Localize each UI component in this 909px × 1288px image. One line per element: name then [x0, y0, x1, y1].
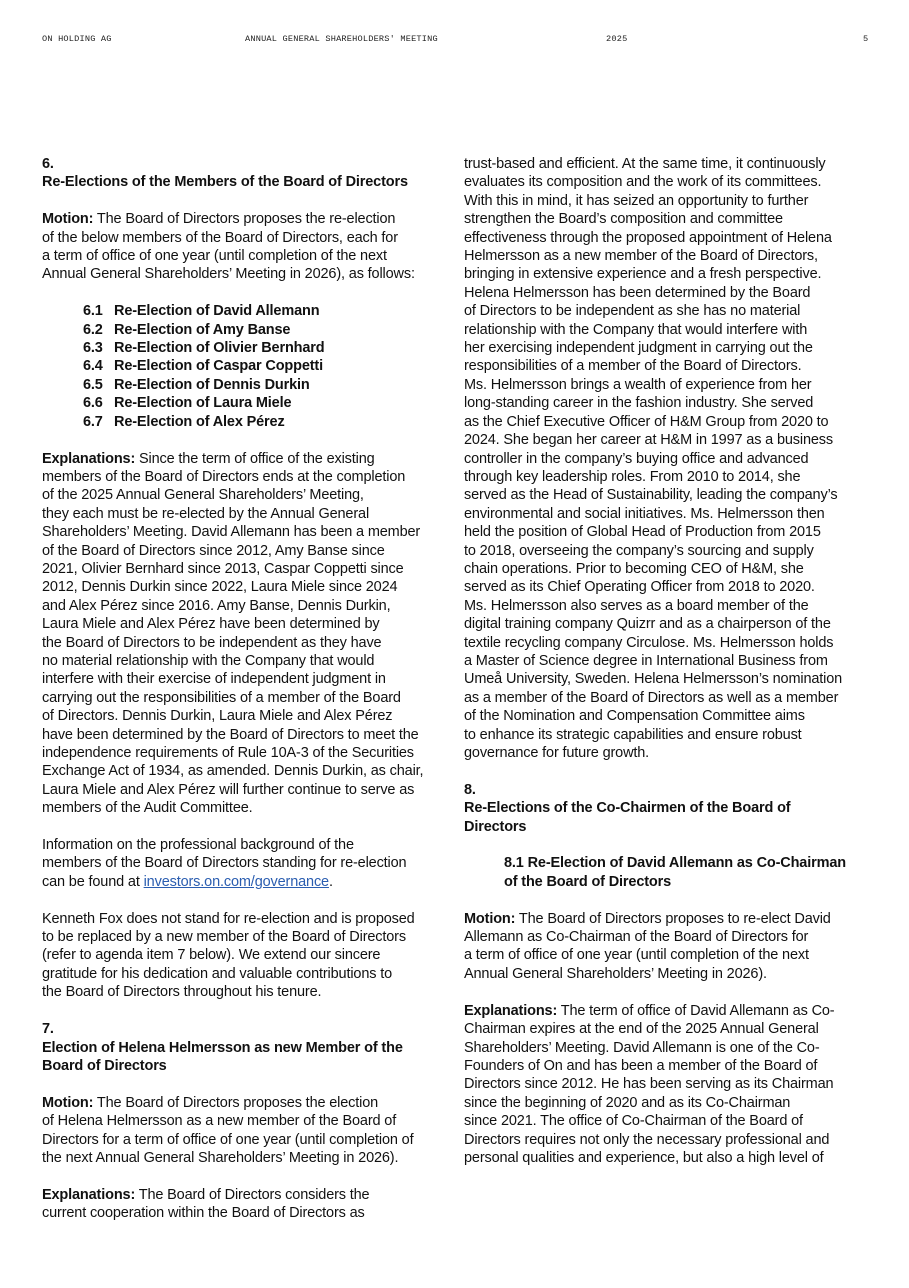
- item-text: Re-Election of Alex Pérez: [114, 413, 285, 430]
- line-text: as the Chief Executive Officer of H&M Group from 2020 to: [464, 413, 829, 430]
- text-line: [464, 468, 884, 486]
- text-line: [42, 983, 452, 1001]
- line-text: Annual General Shareholders’ Meeting in 2026), as follows:: [42, 266, 415, 283]
- paragraph: [42, 836, 452, 891]
- text-line: [42, 744, 452, 762]
- text-line: [464, 1057, 884, 1075]
- section-number: [42, 1020, 452, 1038]
- line-text: Re-Elections of the Co-Chairmen of the Board of: [464, 800, 791, 817]
- line-text: Directors since 2012. He has been serving as its Chairman: [464, 1076, 834, 1093]
- text-line: [42, 726, 452, 744]
- text-line: [464, 1131, 884, 1149]
- paragraph: [464, 1002, 884, 1168]
- line-text: Helena Helmersson has been determined by the Board: [464, 284, 811, 301]
- text-line: [42, 946, 452, 964]
- line-text: to be replaced by a new member of the Board of Directors: [42, 929, 406, 946]
- page-number: 5: [863, 34, 869, 44]
- line-text: effectiveness through the proposed appointment of Helena: [464, 229, 832, 246]
- line-text: The Board of Directors proposes the election: [93, 1094, 379, 1111]
- line-text: no material relationship with the Company that would: [42, 652, 375, 669]
- text-line: [464, 413, 884, 431]
- text-line: [464, 1002, 884, 1020]
- line-text: The Board of Directors proposes to re-elect David: [515, 910, 831, 927]
- text-line: [464, 560, 884, 578]
- text-line: [42, 1204, 452, 1222]
- left-column: [42, 155, 452, 1241]
- line-text: of the below members of the Board of Directors, each for: [42, 229, 398, 246]
- line-text: Shareholders’ Meeting. David Allemann is one of the Co-: [464, 1039, 820, 1056]
- line-text: Allemann as Co-Chairman of the Board of Directors for: [464, 929, 809, 946]
- line-text: a term of office of one year (until completion of the next: [42, 248, 387, 265]
- line-text: environmental and social initiatives. Ms. Helmersson then: [464, 505, 825, 522]
- text-line: [464, 1112, 884, 1130]
- text-line: [464, 1149, 884, 1167]
- line-text: can be found at: [42, 873, 144, 890]
- text-line: [42, 560, 452, 578]
- right-column: [464, 155, 884, 1186]
- text-line: [464, 155, 884, 173]
- governance-link[interactable]: investors.on.com/governance: [143, 873, 329, 890]
- paragraph: [42, 1094, 452, 1168]
- text-line: [464, 173, 884, 191]
- item-text: Re-Election of Olivier Bernhard: [114, 340, 325, 357]
- line-text: trust-based and efficient. At the same time, it continuously: [464, 156, 826, 172]
- text-line: [42, 229, 452, 247]
- line-text: governance for future growth.: [464, 745, 650, 761]
- text-line: [464, 523, 884, 541]
- line-text: a term of office of one year (until completion of the next: [464, 947, 809, 964]
- line-text: 2021, Olivier Bernhard since 2013, Caspar Coppetti since: [42, 560, 404, 577]
- text-line: [464, 910, 884, 928]
- line-text: of Directors to be independent as she has no material: [464, 303, 801, 320]
- text-line: [464, 1094, 884, 1112]
- text-line: [464, 707, 884, 725]
- text-line: [464, 247, 884, 265]
- subsection-heading: [464, 854, 884, 891]
- text-line: [464, 450, 884, 468]
- text-line: [42, 1131, 452, 1149]
- paragraph: [42, 450, 452, 818]
- line-text: of the 2025 Annual General Shareholders’ Meeting,: [42, 487, 364, 504]
- line-text: strengthen the Board’s composition and committee: [464, 211, 783, 228]
- line-text: as a member of the Board of Directors as well as a member: [464, 689, 839, 706]
- line-text: Chairman expires at the end of the 2025 Annual General: [464, 1021, 819, 1038]
- list-item: [42, 302, 452, 320]
- text-line: [42, 836, 452, 854]
- line-text: have been determined by the Board of Directors to meet the: [42, 726, 419, 743]
- text-line: [42, 873, 452, 891]
- line-text: served as the Head of Sustainability, leading the company’s: [464, 487, 838, 504]
- line-text: Exchange Act of 1934, as amended. Dennis Durkin, as chair,: [42, 763, 424, 780]
- line-text: personal qualities and experience, but also a high level of: [464, 1149, 824, 1166]
- text-line: [42, 155, 452, 173]
- text-line: [42, 670, 452, 688]
- paragraph: [42, 210, 452, 284]
- text-line: [464, 1039, 884, 1057]
- line-text: Information on the professional background of the: [42, 837, 354, 854]
- text-line: [42, 1039, 452, 1057]
- line-text: since 2021. The office of Co-Chairman of the Board of: [464, 1113, 803, 1130]
- text-line: [464, 376, 884, 394]
- item-text: Re-Election of Dennis Durkin: [114, 376, 310, 393]
- text-line: [464, 505, 884, 523]
- text-line: [42, 486, 452, 504]
- text-line: [42, 505, 452, 523]
- text-line: [42, 542, 452, 560]
- line-text: Directors requires not only the necessary professional and: [464, 1131, 830, 1148]
- line-text: Directors for a term of office of one year (until completion of: [42, 1131, 414, 1148]
- item-number: 6.1: [83, 303, 103, 320]
- text-line: [42, 247, 452, 265]
- item-number: 6.6: [83, 395, 103, 412]
- paragraph-label: Motion:: [464, 910, 516, 927]
- text-line: [464, 670, 884, 688]
- item-number: 6.5: [83, 376, 103, 393]
- text-line: [42, 450, 452, 468]
- text-line: [464, 781, 884, 799]
- paragraph: [464, 155, 884, 762]
- text-line: [464, 284, 884, 302]
- paragraph-label: Explanations:: [464, 1002, 558, 1019]
- text-line: [464, 634, 884, 652]
- line-text: chain operations. Prior to becoming CEO of H&M, she: [464, 560, 804, 577]
- line-text: textile recycling company Circulose. Ms. Helmersson holds: [464, 634, 834, 651]
- line-text: gratitude for his dedication and valuable contributions to: [42, 965, 393, 982]
- line-text: Election of Helena Helmersson as new Member of the: [42, 1039, 403, 1056]
- item-number: 6.4: [83, 358, 103, 375]
- text-line: [42, 910, 452, 928]
- line-text: 8.: [464, 781, 476, 798]
- line-text: of Directors. Dennis Durkin, Laura Miele and Alex Pérez: [42, 708, 393, 725]
- text-line: [42, 1112, 452, 1130]
- text-line: [42, 634, 452, 652]
- text-line: [464, 339, 884, 357]
- line-text: (refer to agenda item 7 below). We extend our sincere: [42, 947, 381, 964]
- text-line: [464, 597, 884, 615]
- line-text: independence requirements of Rule 10A-3 of the Securities: [42, 745, 414, 761]
- text-line: [42, 854, 452, 872]
- text-line: [464, 726, 884, 744]
- text-line: [42, 1094, 452, 1112]
- paragraph: [42, 910, 452, 1002]
- line-text: Annual General Shareholders’ Meeting in 2026).: [464, 965, 767, 982]
- text-line: [464, 946, 884, 964]
- text-line: [464, 965, 884, 983]
- line-text: digital training company Quizrr and as a chairperson of the: [464, 616, 831, 633]
- header-year: 2025: [606, 34, 628, 44]
- line-text: of the Board of Directors: [504, 873, 672, 890]
- line-text: the Board of Directors throughout his tenure.: [42, 984, 322, 1001]
- line-text: Laura Miele and Alex Pérez will further continue to serve as: [42, 781, 415, 798]
- text-line: [42, 799, 452, 817]
- line-text: The Board of Directors proposes the re-election: [93, 211, 396, 228]
- text-line: [42, 265, 452, 283]
- line-text: they each must be re-elected by the Annual General: [42, 505, 370, 522]
- line-text: members of the Board of Directors standing for re-election: [42, 855, 407, 872]
- section-heading: [42, 173, 452, 191]
- text-line: [42, 468, 452, 486]
- line-text: Shareholders’ Meeting. David Allemann has been a member: [42, 524, 421, 541]
- text-line: [42, 928, 452, 946]
- text-line: [42, 210, 452, 228]
- text-line: [42, 762, 452, 780]
- text-line: [464, 431, 884, 449]
- line-text: Umeå University, Sweden. Helena Helmersson’s nomination: [464, 671, 843, 688]
- list-item: [42, 357, 452, 375]
- line-text: 8.1 Re-Election of David Allemann as Co-Chairman: [504, 855, 846, 872]
- line-text: Helmersson as a new member of the Board of Directors,: [464, 248, 818, 265]
- item-text: Re-Election of David Allemann: [114, 303, 320, 320]
- line-text: 6.: [42, 156, 54, 172]
- paragraph-label: Explanations:: [42, 450, 136, 467]
- line-text: Ms. Helmersson brings a wealth of experience from her: [464, 376, 812, 393]
- header-title: ANNUAL GENERAL SHAREHOLDERS' MEETING: [245, 34, 438, 44]
- paragraph-label: Motion:: [42, 211, 94, 228]
- line-text: Since the term of office of the existing: [135, 450, 375, 467]
- section-heading: [42, 1039, 452, 1076]
- line-text: 2024. She began her career at H&M in 1997 as a business: [464, 432, 833, 449]
- text-line: [464, 357, 884, 375]
- text-line: [42, 652, 452, 670]
- line-text: Ms. Helmersson also serves as a board member of the: [464, 597, 809, 614]
- line-text: the Board of Directors to be independent as they have: [42, 634, 382, 651]
- text-line: [464, 928, 884, 946]
- line-text: members of the Audit Committee.: [42, 800, 253, 817]
- line-text: The term of office of David Allemann as Co-: [557, 1002, 835, 1019]
- list-item: [42, 394, 452, 412]
- list-item: [42, 339, 452, 357]
- text-line: [464, 854, 884, 872]
- line-text: Re-Elections of the Members of the Board of Directors: [42, 174, 408, 191]
- list-item: [42, 321, 452, 339]
- text-line: [464, 542, 884, 560]
- text-line: [42, 1186, 452, 1204]
- line-text: .: [328, 873, 333, 890]
- text-line: [464, 799, 884, 817]
- line-text: Board of Directors: [42, 1057, 167, 1074]
- section-number: [464, 781, 884, 799]
- text-line: [464, 486, 884, 504]
- line-text: of the Board of Directors since 2012, Amy Banse since: [42, 542, 385, 559]
- line-text: and Alex Pérez since 2016. Amy Banse, Dennis Durkin,: [42, 597, 391, 614]
- header-company: ON HOLDING AG: [42, 34, 112, 44]
- line-text: carrying out the responsibilities of a member of the Board: [42, 689, 401, 706]
- item-number: 6.3: [83, 340, 103, 357]
- line-text: to 2018, overseeing the company’s sourcing and supply: [464, 542, 814, 559]
- line-text: since the beginning of 2020 and as its Co-Chairman: [464, 1094, 791, 1111]
- text-line: [464, 578, 884, 596]
- text-line: [42, 523, 452, 541]
- line-text: relationship with the Company that would interfere with: [464, 321, 808, 338]
- line-text: current cooperation within the Board of Directors as: [42, 1205, 365, 1222]
- line-text: the next Annual General Shareholders’ Meeting in 2026).: [42, 1149, 399, 1166]
- text-line: [464, 818, 884, 836]
- line-text: Laura Miele and Alex Pérez have been determined by: [42, 616, 380, 633]
- line-text: a Master of Science degree in International Business from: [464, 652, 828, 669]
- text-line: [464, 615, 884, 633]
- item-text: Re-Election of Caspar Coppetti: [114, 358, 323, 375]
- line-text: Kenneth Fox does not stand for re-election and is proposed: [42, 910, 415, 927]
- text-line: [42, 1057, 452, 1075]
- line-text: 7.: [42, 1021, 54, 1038]
- paragraph: [42, 1186, 452, 1223]
- text-line: [464, 302, 884, 320]
- text-line: [464, 652, 884, 670]
- text-line: [464, 873, 884, 891]
- item-text: Re-Election of Laura Miele: [114, 395, 292, 412]
- text-line: [42, 578, 452, 596]
- line-text: Founders of On and has been a member of the Board of: [464, 1057, 818, 1074]
- line-text: through key leadership roles. From 2010 to 2014, she: [464, 468, 801, 485]
- line-text: With this in mind, it has seized an opportunity to further: [464, 192, 809, 209]
- text-line: [464, 192, 884, 210]
- text-line: [42, 707, 452, 725]
- text-line: [42, 1020, 452, 1038]
- text-line: [464, 210, 884, 228]
- line-text: Directors: [464, 818, 527, 835]
- text-line: [42, 781, 452, 799]
- text-line: [464, 744, 884, 762]
- paragraph-label: Motion:: [42, 1094, 94, 1111]
- text-line: [464, 321, 884, 339]
- line-text: her exercising independent judgment in carrying out the: [464, 340, 813, 357]
- text-line: [464, 394, 884, 412]
- text-line: [42, 597, 452, 615]
- line-text: to enhance its strategic capabilities and ensure robust: [464, 726, 802, 743]
- line-text: members of the Board of Directors ends at the completion: [42, 468, 406, 485]
- line-text: responsibilities of a member of the Board of Directors.: [464, 358, 802, 375]
- text-line: [42, 615, 452, 633]
- text-line: [464, 1020, 884, 1038]
- line-text: controller in the company’s buying office and advanced: [464, 450, 809, 467]
- line-text: held the position of Global Head of Production from 2015: [464, 524, 821, 541]
- section-number: [42, 155, 452, 173]
- line-text: interfere with their exercise of independent judgment in: [42, 671, 386, 688]
- line-text: served as its Chief Operating Officer from 2018 to 2020.: [464, 579, 815, 596]
- line-text: The Board of Directors considers the: [135, 1186, 370, 1203]
- text-line: [42, 965, 452, 983]
- line-text: evaluates its composition and the work of its committees.: [464, 174, 822, 191]
- list-item: [42, 413, 452, 431]
- text-line: [42, 689, 452, 707]
- list-item: [42, 376, 452, 394]
- item-number: 6.7: [83, 413, 103, 430]
- text-line: [464, 229, 884, 247]
- text-line: [42, 173, 452, 191]
- paragraph: [464, 910, 884, 984]
- line-text: bringing in extensive experience and a fresh perspective.: [464, 266, 822, 283]
- paragraph-label: Explanations:: [42, 1186, 136, 1203]
- text-line: [464, 689, 884, 707]
- text-line: [464, 265, 884, 283]
- section-heading: [464, 799, 884, 836]
- line-text: of Helena Helmersson as a new member of the Board of: [42, 1113, 397, 1130]
- line-text: of the Nomination and Compensation Committee aims: [464, 708, 805, 725]
- item-text: Re-Election of Amy Banse: [114, 321, 291, 338]
- item-number: 6.2: [83, 321, 103, 338]
- line-text: long-standing career in the fashion industry. She served: [464, 395, 814, 412]
- text-line: [464, 1075, 884, 1093]
- election-list: [42, 302, 452, 431]
- line-text: 2012, Dennis Durkin since 2022, Laura Miele since 2024: [42, 579, 398, 596]
- text-line: [42, 1149, 452, 1167]
